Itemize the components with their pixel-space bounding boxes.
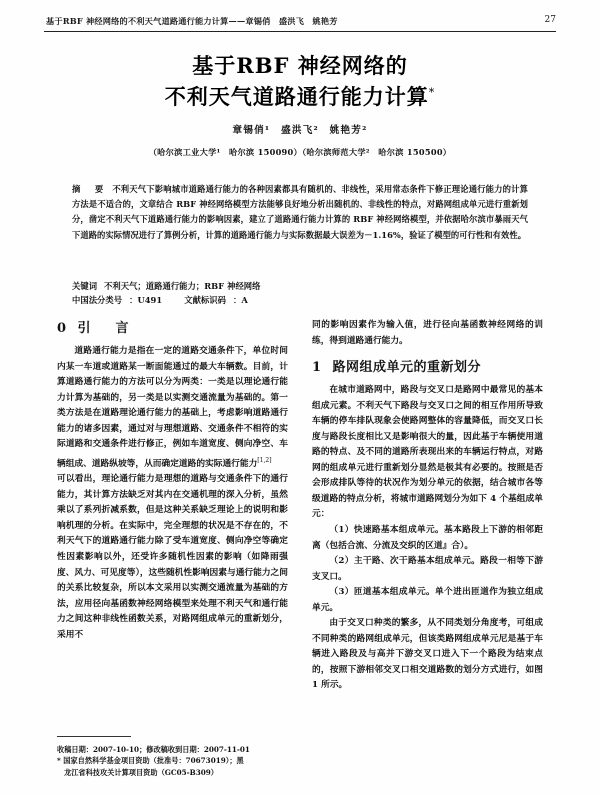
doc-code-separator: ： [232,295,242,305]
abstract-label: 摘 要 [72,184,107,194]
doc-code-value: A [241,295,248,305]
list-item: （2）主干路、次干路基本组成单元。路段一相等下游支叉口。 [312,556,543,582]
footnotes [57,744,288,778]
paper-title-line-2-text: 不利天气道路通行能力计算 [164,84,429,109]
section-heading-1 [312,357,543,379]
clc-value: U491 [137,295,163,305]
paragraph [57,344,288,472]
keywords-text: 不利天气；道路通行能力；RBF 神经网络 [104,281,261,291]
running-head-rule [44,31,556,32]
column-right [312,318,543,694]
clc-separator: ： [129,295,138,305]
footnote-rule [57,736,131,737]
paragraph: 在城市道路网中，路段与交叉口是路网中最常见的基本组成元素。不利天气下路段与交叉口之间的相互作用所导致车辆的停车排队现象会使路网整体的容量降低，而交叉口长度与路段长度相比又是影响很大的量，因此基于车辆使用道路的特点、及不同的道路所表现出来的车辆运行特点，对路网的组成单元进行重新划分显然是极其有必要的。按照是否会形成排队等待的状况作为划分单元的依据，结合城市各等级道路的特点分析，将城市道路网划分为如下 4 个基组成单元： [312,385,543,520]
column-left [57,318,288,643]
footnote-received-date: 收稿日期：2007-10-10；修改稿收到日期：2007-11-01 [57,745,250,754]
paragraph: 由于交叉口种类的繁多，从不同类划分角度考，可组成不同种类的路网组成单元，但该类路网组成单元尼是基于车辆进入路段及与高并下游交叉口进入下一个路段为结束点的，按照下游相邻交叉口相交道路数的划分方式进行，如图 1 所示。 [312,618,543,691]
paragraph-text: 道路通行能力是指在一定的道路交通条件下，单位时间内某一车道或道路某一断面能通过的最大车辆数。目前，计算道路通行能力的方法可以分为两类：一类是以理论通行能力计算为基础的，另一类是以实测交通流量为基础的。第一类方法是在道路理论通行能力的基础上，考虑影响道路通行能力的诸多因素，通过对与理想道路、交通条件不相符的实际道路和交通条件进行修正，例如车道宽度、侧向净空、车辆组成、道路纵坡等，从而确定道路的实际通行能力 [57,346,288,469]
title-block [0,52,600,158]
abstract [72,182,528,243]
paper-title-line-1: 基于RBF 神经网络的 [192,53,408,78]
title-footnote-mark: * [428,86,436,99]
author-list: 章锡俏¹ 盛洪飞² 姚艳芳² [232,125,368,136]
running-head [44,14,556,34]
list-item: （3）匝道基本组成单元。单个进出匝道作为独立组成单元。 [312,587,543,613]
section-number-intro: 0 [57,321,67,336]
section-number-1: 1 [312,360,322,376]
clc-label: 中国法分类号 [72,295,123,305]
page-number: 27 [544,15,556,25]
abstract-text: 不利天气下影响城市道路通行能力的各种因素都具有随机的、非线性，采用常态条件下修正理论通行能力的计算方法是不适合的，文章结合 RBF 神经网络模型方法能够良好地分析出随机的、非线性的特点，对路网组成单元进行重新划分，凿定不利天气下道路通行能力的影响因素，建立了道路通行能力计算的 RBF 神经网络模型，并依据哈尔滨市暴雨天气下道路的实际情况进行了算例分析，计算的道路通行能力与实际数据最大误差为－1.16%，验证了模型的可行性和有效性。 [72,184,528,240]
list-item: （1）快速路基本组成单元。基本路段上下游的相邻距离（包括合流、分流及交织的区道』合）。 [312,525,543,551]
section-title-1: 路网组成单元的重新划分 [332,360,482,376]
keywords [72,280,528,292]
reference-mark: [1,2] [257,456,272,464]
section-heading-intro [57,318,288,340]
running-head-text: 基于RBF 神经网络的不利天气道路通行能力计算——章锡俏 盛洪飞 姚艳芳 [46,16,338,26]
paragraph: 同的影响因素作为输入值，进行径向基函数神经网络的训练，得到道路通行能力。 [312,320,543,346]
keywords-label: 关键词 [72,281,98,291]
classification-line [72,294,528,306]
section-title-intro: 引 言 [77,321,135,336]
doc-code-label: 文献标识码 [184,295,226,305]
affiliations: （哈尔滨工业大学¹ 哈尔滨 150090）（哈尔滨师范大学² 哈尔滨 150500） [148,147,452,157]
footnote-funding-1: * 国家自然科学基金项目资助（批准号：70673019）；黑 [57,756,244,766]
paragraph: 可以看出，理论通行能力是理想的道路与交通条件下的通行能力，其计算方法缺乏对其内在交通机理的深入分析，虽然乘以了系列折减系数，但是这种关系缺乏理论上的说明和影响机理的分析。在实际中，完全理想的状况是不存在的，不利天气下的道路通行能力除了受车道宽度、侧向净空等确定性因素影响以外，还受许多随机性因素的影响（如降雨强度、风力、可见度等），这些随机性影响因素与通行能力之间的关系比较复杂，所以本文采用以实测交通流量为基础的方法，应用径向基函数神经网络模型来处理不利天气和通行能力之间这种非线性函数关系，对路网组成单元的重新划分，采用不 [57,474,288,640]
paper-title-line-2 [0,79,600,110]
footnote-funding-2: 龙江省科技攻关计算项目资助（GC05-B309） [64,767,218,777]
